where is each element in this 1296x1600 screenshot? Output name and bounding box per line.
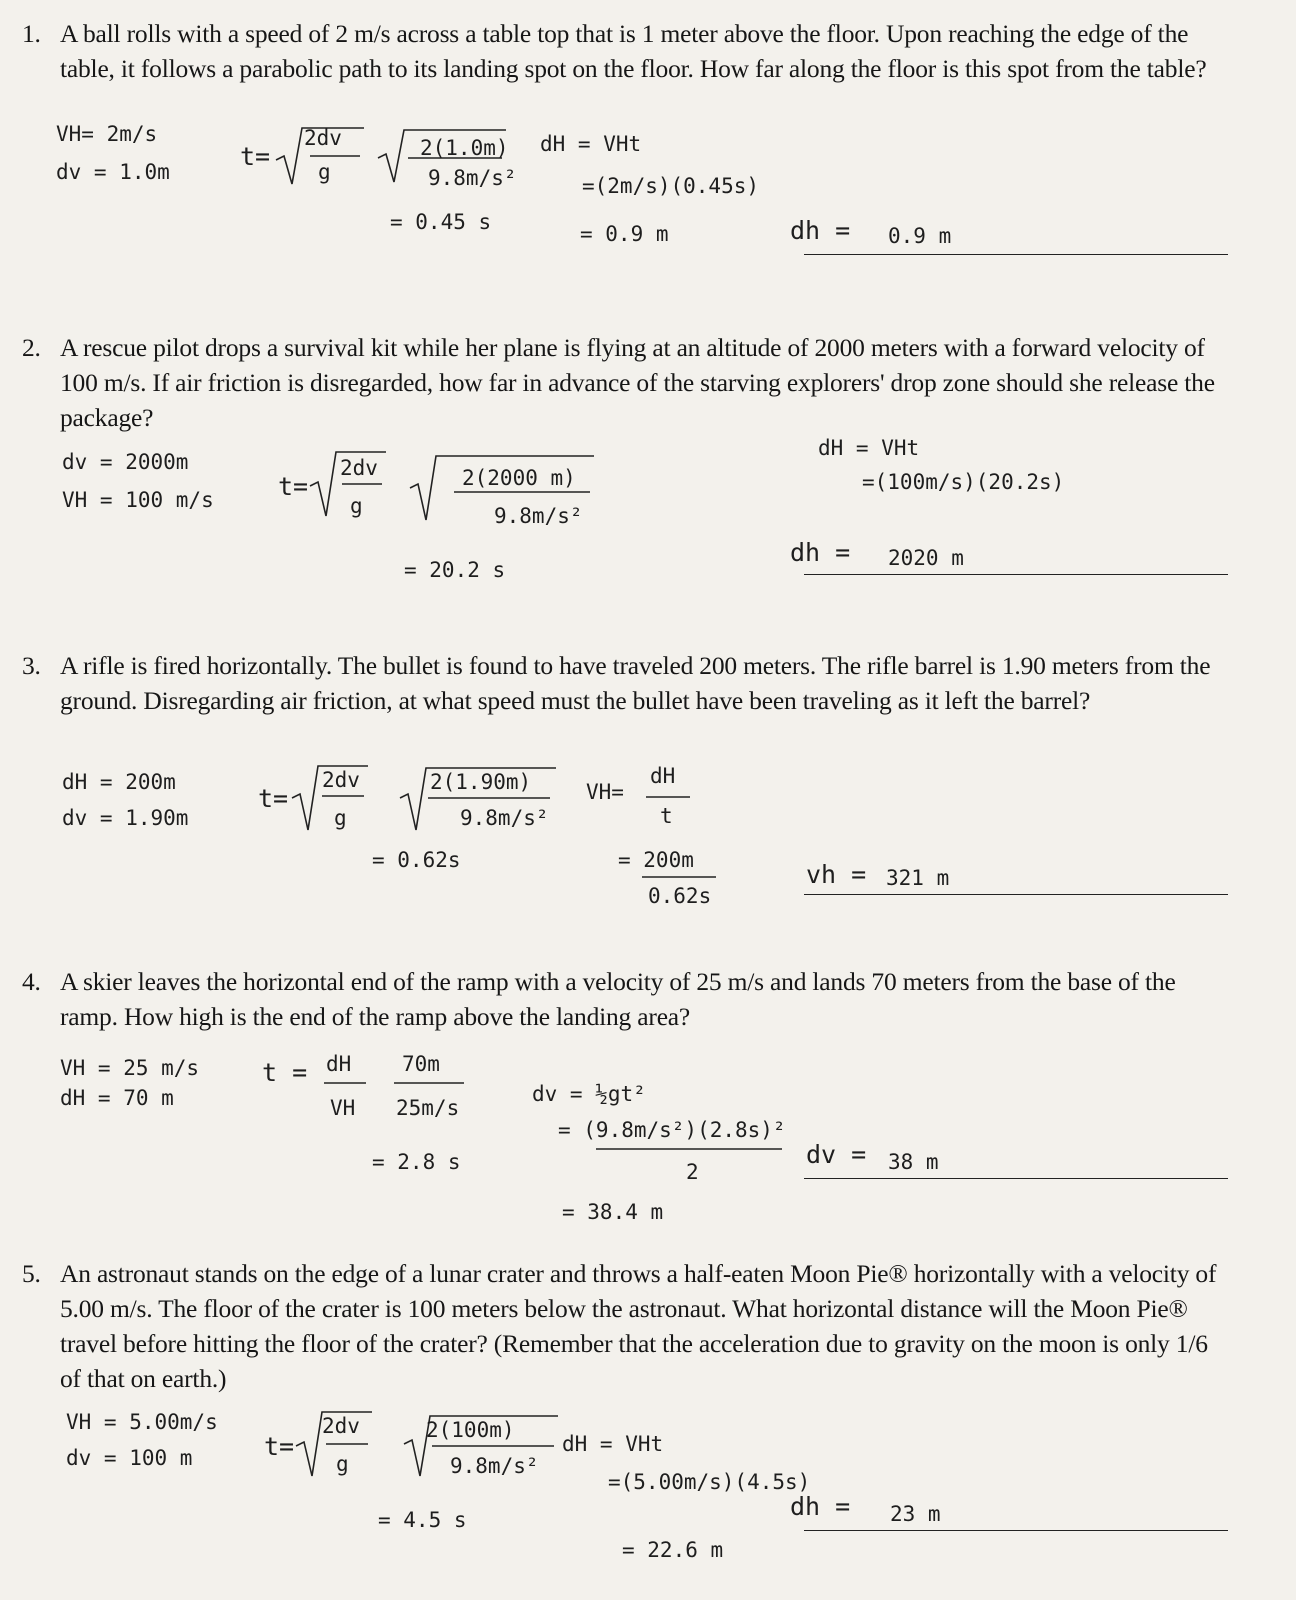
problem-number: 1. xyxy=(22,19,41,48)
given-1: VH= 2m/s xyxy=(56,122,158,146)
vh-label: VH= xyxy=(586,780,624,804)
problem-question xyxy=(22,648,1232,718)
problem-3 xyxy=(22,648,1232,718)
t-denominator: VH xyxy=(330,1096,356,1120)
fraction-bar xyxy=(596,1148,796,1152)
answer-label: vh = xyxy=(806,860,867,889)
formula-numerator: 2dv xyxy=(304,126,342,150)
dv-sub-denominator: 2 xyxy=(686,1160,699,1184)
fraction-bar xyxy=(394,1082,474,1086)
dv-result: = 38.4 m xyxy=(562,1200,664,1224)
answer-label: dv = xyxy=(806,1140,867,1169)
t-sub-denominator: 25m/s xyxy=(396,1096,460,1120)
substitution-denominator: 9.8m/s² xyxy=(494,504,583,528)
given-2: dv = 1.90m xyxy=(62,806,189,830)
answer-line xyxy=(804,254,1228,255)
t-sub-numerator: 70m xyxy=(402,1052,440,1076)
dv-substitution: = (9.8m/s²)(2.8s)² xyxy=(558,1118,786,1142)
substitution-numerator: 2(1.0m) xyxy=(420,136,509,160)
t-numerator: dH xyxy=(326,1052,352,1076)
given-1: VH = 25 m/s xyxy=(60,1056,200,1080)
fraction-bar xyxy=(646,796,696,800)
answer-line xyxy=(804,1178,1228,1179)
fraction-bar xyxy=(642,876,722,880)
dh-formula: dH = VHt xyxy=(818,436,920,460)
given-1: dv = 2000m xyxy=(62,450,189,474)
answer-line xyxy=(804,894,1228,895)
dh-result: = 0.9 m xyxy=(580,222,669,246)
question-text: A rifle is fired horizontally. The bullet is found to have traveled 200 meters. The rifle barrel is 1.90 meters from the ground. Disregarding air friction, at what speed must the bullet have been traveling as it left the barrel? xyxy=(60,651,1211,715)
given-2: VH = 100 m/s xyxy=(62,488,214,512)
formula-denominator: g xyxy=(334,806,347,830)
time-result: = 2.8 s xyxy=(372,1150,461,1174)
dh-result: = 22.6 m xyxy=(622,1538,724,1562)
answer-value: 0.9 m xyxy=(888,224,952,248)
problem-5 xyxy=(22,1256,1232,1396)
question-text: A skier leaves the horizontal end of the ramp with a velocity of 25 m/s and lands 70 meters from the base of the ramp. How high is the end of the ramp above the landing area? xyxy=(60,967,1176,1031)
substitution-denominator: 9.8m/s² xyxy=(450,1454,539,1478)
vh-denominator: t xyxy=(660,804,673,828)
time-prefix: t= xyxy=(264,1432,295,1461)
time-prefix: t= xyxy=(278,472,309,501)
formula-denominator: g xyxy=(318,160,331,184)
fraction-bar xyxy=(324,1082,374,1086)
dh-substitution: =(2m/s)(0.45s) xyxy=(582,174,760,198)
vh-sub-denominator: 0.62s xyxy=(648,884,712,908)
problem-question xyxy=(22,330,1232,435)
problem-question xyxy=(22,16,1232,86)
answer-label: dh = xyxy=(790,1492,851,1521)
answer-label: dh = xyxy=(790,538,851,567)
dh-formula: dH = VHt xyxy=(562,1432,664,1456)
given-2: dv = 100 m xyxy=(66,1446,193,1470)
time-result: = 20.2 s xyxy=(404,558,506,582)
answer-line xyxy=(804,574,1228,575)
time-prefix: t = xyxy=(262,1058,308,1087)
answer-line xyxy=(804,1530,1228,1531)
vh-sub-numerator: = 200m xyxy=(618,848,694,872)
answer-value: 38 m xyxy=(888,1150,939,1174)
given-2: dv = 1.0m xyxy=(56,160,170,184)
time-prefix: t= xyxy=(258,784,289,813)
answer-value: 321 m xyxy=(886,866,950,890)
problem-2 xyxy=(22,330,1232,435)
question-text: A ball rolls with a speed of 2 m/s across a table top that is 1 meter above the floor. Upon reaching the edge of the table, it follows a parabolic path to its landing spot on the floor. How far along the floor is this spot from the table? xyxy=(60,19,1207,83)
given-1: VH = 5.00m/s xyxy=(66,1410,218,1434)
substitution-denominator: 9.8m/s² xyxy=(428,166,517,190)
substitution-numerator: 2(1.90m) xyxy=(430,770,532,794)
dh-formula: dH = VHt xyxy=(540,132,642,156)
problem-number: 5. xyxy=(22,1259,41,1288)
formula-numerator: 2dv xyxy=(322,768,360,792)
question-text: A rescue pilot drops a survival kit while her plane is flying at an altitude of 2000 meters with a forward velocity of 100 m/s. If air friction is disregarded, how far in advance of the starving explorers' drop zone should she release the package? xyxy=(60,333,1215,432)
dh-substitution: =(5.00m/s)(4.5s) xyxy=(608,1470,811,1494)
given-2: dH = 70 m xyxy=(60,1086,174,1110)
time-result: = 4.5 s xyxy=(378,1508,467,1532)
problem-number: 2. xyxy=(22,333,41,362)
problem-number: 4. xyxy=(22,967,41,996)
answer-value: 23 m xyxy=(890,1502,941,1526)
time-result: = 0.62s xyxy=(372,848,461,872)
formula-denominator: g xyxy=(350,494,363,518)
formula-denominator: g xyxy=(336,1452,349,1476)
problem-4 xyxy=(22,964,1232,1034)
dv-formula: dv = ½gt² xyxy=(532,1082,646,1106)
problem-question xyxy=(22,1256,1232,1396)
problem-number: 3. xyxy=(22,651,41,680)
dh-substitution: =(100m/s)(20.2s) xyxy=(862,470,1065,494)
substitution-numerator: 2(2000 m) xyxy=(462,466,576,490)
question-text: An astronaut stands on the edge of a lunar crater and throws a half-eaten Moon Pie® horizontally with a velocity of 5.00 m/s. The floor of the crater is 100 meters below the astronaut. What horizontal distance will the Moon Pie® travel before hitting the floor of the crater? (Remember that the acceleration due to gravity on the moon is only 1/6 of that on earth.) xyxy=(60,1259,1217,1393)
formula-numerator: 2dv xyxy=(322,1414,360,1438)
time-result: = 0.45 s xyxy=(390,210,492,234)
problem-question xyxy=(22,964,1232,1034)
time-prefix: t= xyxy=(240,142,271,171)
substitution-denominator: 9.8m/s² xyxy=(460,806,549,830)
given-1: dH = 200m xyxy=(62,770,176,794)
answer-label: dh = xyxy=(790,216,851,245)
vh-numerator: dH xyxy=(650,764,676,788)
answer-value: 2020 m xyxy=(888,546,964,570)
substitution-numerator: 2(100m) xyxy=(426,1418,515,1442)
problem-1 xyxy=(22,16,1232,86)
formula-numerator: 2dv xyxy=(340,456,378,480)
